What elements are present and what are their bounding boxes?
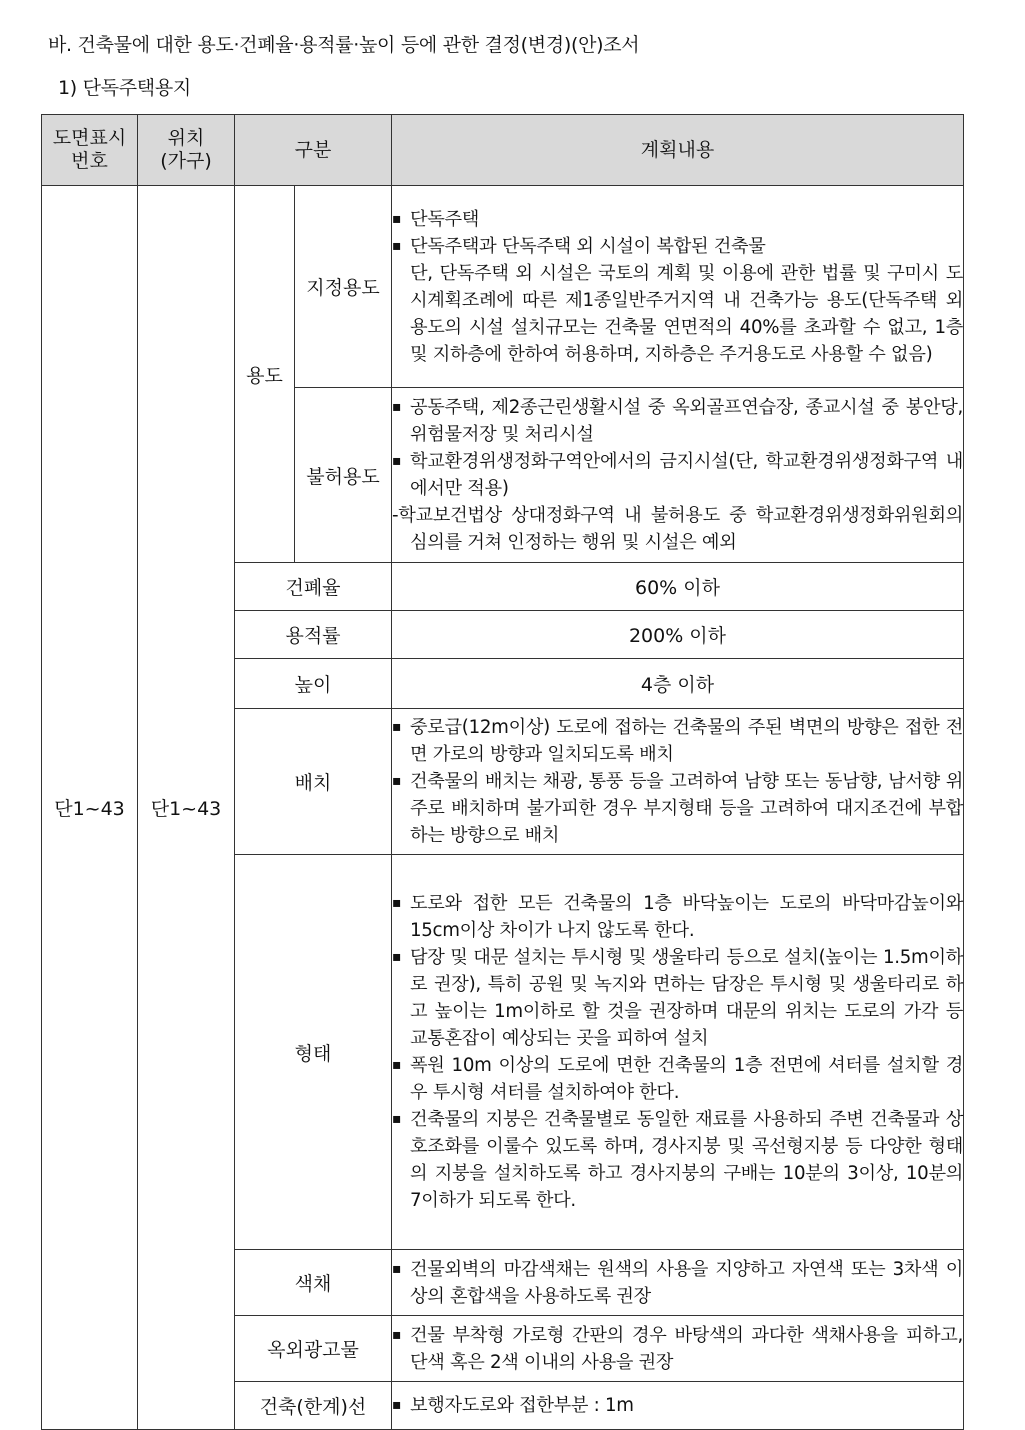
- list-item: ▪ 건물 부착형 가로형 간판의 경우 바탕색의 과다한 색채사용을 피하고, 단색 혹은 2색 이내의 사용을 권장: [392, 1322, 963, 1376]
- plan-table: [41, 114, 964, 1430]
- header-map-number-line2: 번호: [71, 150, 108, 172]
- map-number-cell: 단1~43: [42, 186, 138, 1430]
- coverage-value: 60% 이하: [392, 563, 964, 611]
- designated-use-content: [392, 186, 964, 388]
- list-item: ▪ 단독주택: [392, 206, 963, 233]
- layout-label: 배치: [235, 709, 392, 855]
- section-heading: 바. 건축물에 대한 용도·건폐율·용적률·높이 등에 관한 결정(변경)(안)조서: [48, 34, 640, 56]
- header-location-line1: 위치: [167, 127, 205, 149]
- header-location-line2: (가구): [160, 150, 212, 172]
- list-item: ▪ 단독주택과 단독주택 외 시설이 복합된 건축물: [392, 233, 963, 260]
- height-label: 높이: [235, 659, 392, 709]
- color-label: 색채: [235, 1250, 392, 1316]
- header-category: 구분: [235, 115, 392, 186]
- list-item: -학교보건법상 상대정화구역 내 불허용도 중 학교환경위생정화위원회의 심의를 거쳐 인정하는 행위 및 시설은 예외: [392, 505, 963, 553]
- list-item: ▪ 학교환경위생정화구역안에서의 금지시설(단, 학교환경위생정화구역 내에서만 적용): [392, 448, 963, 502]
- height-value: 4층 이하: [392, 659, 964, 709]
- form-content: [392, 855, 964, 1250]
- header-location: [138, 115, 235, 186]
- header-plan-content: 계획내용: [392, 115, 964, 186]
- coverage-label: 건폐율: [235, 563, 392, 611]
- building-line-label: 건축(한계)선: [235, 1382, 392, 1430]
- list-item: ▪ 도로와 접한 모든 건축물의 1층 바닥높이는 도로의 바닥마감높이와 15cm이상 차이가 나지 않도록 한다.: [392, 890, 963, 944]
- list-item: ▪ 보행자도로와 접한부분 : 1m: [392, 1392, 963, 1419]
- color-content: [392, 1250, 964, 1316]
- header-map-number-line1: 도면표시: [52, 127, 127, 149]
- far-label: 용적률: [235, 611, 392, 659]
- list-item: ▪ 폭원 10m 이상의 도로에 면한 건축물의 1층 전면에 셔터를 설치할 경우 투시형 셔터를 설치하여야 한다.: [392, 1052, 963, 1106]
- layout-content: [392, 709, 964, 855]
- list-item: ▪ 건물외벽의 마감색채는 원색의 사용을 지양하고 자연색 또는 3차색 이상의 혼합색을 사용하도록 권장: [392, 1256, 963, 1310]
- list-item: 단, 단독주택 외 시설은 국토의 계획 및 이용에 관한 법률 및 구미시 도시계획조례에 따른 제1종일반주거지역 내 건축가능 용도(단독주택 외 용도의 시설 설치규모는 건축물 연면적의 40%를 초과할 수 없고, 1층 및 지하층에 한하여 허용하며, 지하층은 주거용도로 사용할 수 없음): [410, 262, 963, 365]
- list-item: ▪ 공동주택, 제2종근린생활시설 중 옥외골프연습장, 종교시설 중 봉안당, 위험물저장 및 처리시설: [392, 394, 963, 448]
- form-label: 형태: [235, 855, 392, 1250]
- list-item: ▪ 담장 및 대문 설치는 투시형 및 생울타리 등으로 설치(높이는 1.5m이하로 권장), 특히 공원 및 녹지와 면하는 담장은 투시형 및 생울타리로 하고 높이는 1m이하로 할 것을 권장하며 대문의 위치는 도로의 가각 등 교통혼잡이 예상되는 곳을 피하여 설치: [392, 944, 963, 1052]
- building-line-content: [392, 1382, 964, 1430]
- use-label-cell: 용도: [235, 186, 295, 563]
- designated-use-label: 지정용도: [295, 186, 392, 388]
- far-value: 200% 이하: [392, 611, 964, 659]
- subsection-heading: 1) 단독주택용지: [58, 77, 191, 99]
- table-header-row: [42, 115, 964, 186]
- list-item: ▪ 중로급(12m이상) 도로에 접하는 건축물의 주된 벽면의 방향은 접한 전면 가로의 방향과 일치되도록 배치: [392, 714, 963, 768]
- header-map-number: [42, 115, 138, 186]
- table-row-designated-use: [42, 186, 964, 388]
- prohibited-use-label: 불허용도: [295, 388, 392, 563]
- outdoor-ad-label: 옥외광고물: [235, 1316, 392, 1382]
- outdoor-ad-content: [392, 1316, 964, 1382]
- location-cell: 단1~43: [138, 186, 235, 1430]
- list-item: ▪ 건축물의 지붕은 건축물별로 동일한 재료를 사용하되 주변 건축물과 상호조화를 이룰수 있도록 하며, 경사지붕 및 곡선형지붕 등 다양한 형태의 지붕을 설치하도록 하고 경사지붕의 구배는 10분의 3이상, 10분의 7이하가 되도록 한다.: [392, 1106, 963, 1214]
- prohibited-use-content: [392, 388, 964, 563]
- list-item: ▪ 건축물의 배치는 채광, 통풍 등을 고려하여 남향 또는 동남향, 남서향 위주로 배치하며 불가피한 경우 부지형태 등을 고려하여 대지조건에 부합하는 방향으로 배치: [392, 768, 963, 849]
